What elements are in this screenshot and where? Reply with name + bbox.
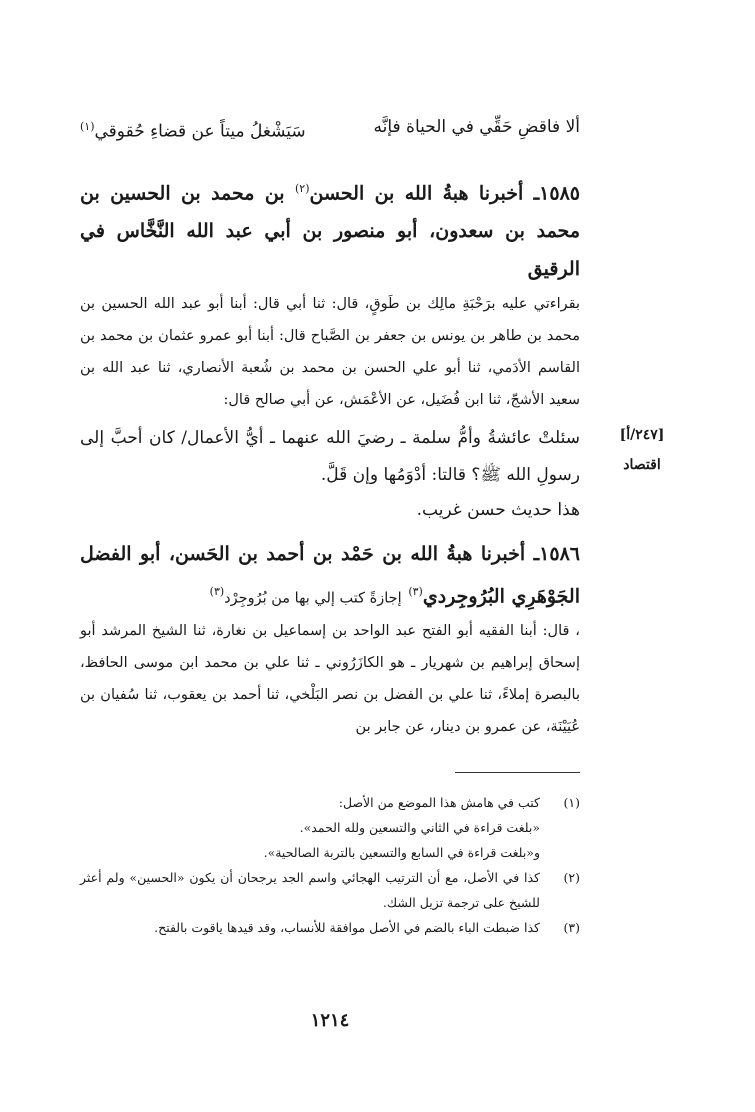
verse-hemistich-2: سَيَشْغلُ ميتاً عن قضاءِ حُقوقي bbox=[94, 121, 306, 142]
footnote-number: (١) bbox=[563, 795, 580, 810]
footnote-3 bbox=[80, 915, 580, 940]
hadith-1585-grade: هذا حديث حسن غريب. bbox=[416, 500, 580, 521]
footnote-line: كتب في هامش هذا الموضع من الأصل: bbox=[338, 795, 540, 810]
footnote-line: و«بلغت قراءة في السابع والتسعين بالتربة الصالحية». bbox=[263, 845, 540, 860]
footnote-marker: (٣) bbox=[209, 585, 225, 598]
page-number: ١٢١٤ bbox=[310, 1010, 350, 1031]
footnote-text bbox=[80, 790, 540, 865]
footnote-marker: (٢) bbox=[294, 182, 310, 195]
footnote-line: كذا في الأصل، مع أن الترتيب الهجائي واسم الجد يرجحان أن يكون «الحسين» ولم أعثر للشيخ على ترجمة تزيل الشك. bbox=[80, 870, 540, 910]
hadith-1585-head-text: ١٥٨٥ـ أخبرنا هبةُ الله بن الحسن bbox=[309, 182, 580, 205]
verse-hemistich-1: ألا فاقضِ حَقِّي في الحياة فإنَّه bbox=[373, 117, 580, 137]
hadith-1585-head-rest: بن محمد بن الحسين بن محمد بن سعدون، أبو منصور بن أبي عبد الله النَّخَّاس في الرقيق bbox=[80, 182, 580, 281]
poetry-verse bbox=[80, 112, 580, 147]
footnote-marker: (٣) bbox=[408, 585, 423, 598]
hadith-1585 bbox=[80, 170, 580, 526]
hadith-1586-head-rest: إجازةً كتب إلي بها من بُرُوجِرْد bbox=[224, 590, 402, 607]
hadith-1586-head-text: ١٥٨٦ـ أخبرنا هبةُ الله بن حَمْد بن أحمد بن الحَسن، أبو الفضل الجَوْهَرِي البُرُوجِردي bbox=[80, 543, 580, 608]
margin-note bbox=[606, 420, 678, 480]
footnote-divider bbox=[455, 772, 580, 773]
hadith-1586 bbox=[80, 535, 580, 743]
hadith-1586-isnad: ، قال: أبنا الفقيه أبو الفتح عبد الواحد بن إسماعيل بن نغارة، ثنا الشيخ المرشد أبو إسحاق إبراهيم بن شهريار ـ هو الكازَرُوني ـ ثنا علي بن محمد ابن موسى الحافظ، بالبصرة إملاءً، ثنا علي بن الفضل بن نصر البَلْخي، ثنا أحمد بن يعقوب، ثنا سُفيان بن عُيَيْنَة، عن عمرو بن دينار، عن جابر بن bbox=[80, 623, 580, 736]
hadith-1585-matn: سئلتْ عائشةُ وأمُّ سلمة ـ رضيَ الله عنهما ـ أيُّ الأعمال/ كان أحبَّ إلى رسولِ الله ﷺ؟ قالتا: أدْوَمُها وإن قَلَّ. bbox=[80, 428, 580, 486]
hadith-1585-isnad: بقراءتي عليه برَحْبَةِ مالِك بن طَوقٍ، قال: ثنا أبي قال: أبنا أبو عبد الله الحسين بن محمد بن طاهر بن يونس بن جعفر بن الصَّباح قال: أبنا أبو عمرو عثمان بن محمد بن القاسم الأدَمي، ثنا أبو علي الحسن بن محمد بن شُعبة الأنصاري، ثنا عبد الله بن سعيد الأشجّ، ثنا ابن فُضَيل، عن الأعْمَش، عن أبي صالح قال: bbox=[80, 296, 580, 409]
hadith-1585-heading bbox=[80, 170, 580, 288]
footnote-marker: (١) bbox=[80, 120, 95, 133]
footnote-2 bbox=[80, 865, 580, 915]
footnote-number: (٣) bbox=[563, 920, 580, 935]
folio-marker: [٢٤٧/أ] bbox=[619, 427, 665, 443]
footnote-text bbox=[80, 915, 540, 940]
footnote-1 bbox=[80, 790, 580, 865]
footnote-line: كذا ضبطت الباء بالضم في الأصل موافقة للأنساب، وقد قيدها ياقوت بالفتح. bbox=[154, 920, 540, 935]
footnotes bbox=[80, 790, 580, 940]
section-label: اقتصاد bbox=[623, 457, 661, 473]
footnote-text bbox=[80, 865, 540, 915]
footnote-number: (٢) bbox=[563, 870, 580, 885]
hadith-1586-heading bbox=[80, 535, 580, 615]
verse-hemistich-2-wrap bbox=[80, 112, 306, 147]
footnote-line: «بلغت قراءة في الثاني والتسعين ولله الحمد». bbox=[299, 820, 540, 835]
